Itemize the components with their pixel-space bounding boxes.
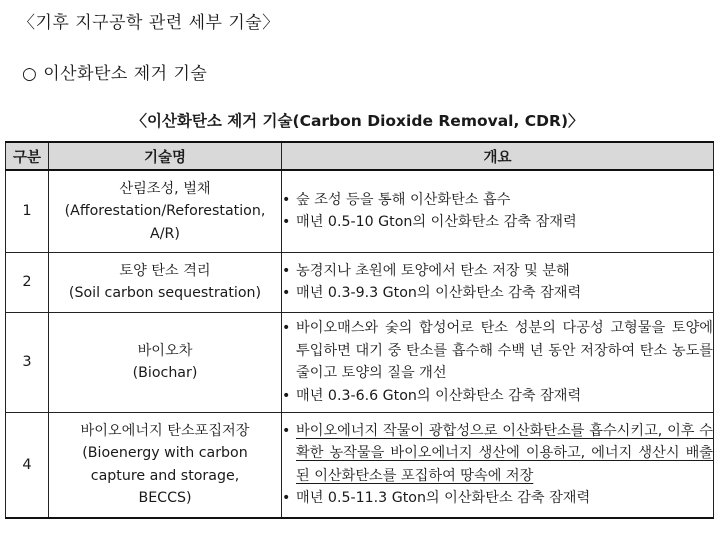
- name-line: capture and storage,: [90, 467, 240, 484]
- name-line: 바이오차: [137, 342, 193, 359]
- overview-bullet: • 바이오에너지 작물이 광합성으로 이산화탄소를 흡수시키고, 이후 수확한 농작물을 바이오에너지 생산에 이용하고, 에너지 생산시 배출된 이산화탄소를 포집하여 땅속에 저장: [282, 420, 713, 488]
- name-line: 토양 탄소 격리: [119, 262, 211, 279]
- overview-bullet: • 바이오매스와 숯의 합성어로 탄소 성분의 다공성 고형물을 토양에 투입하면 대기 중 탄소를 흡수해 수백 년 동안 저장하여 탄소 농도를 줄이고 토양의 질을 개선: [282, 317, 713, 385]
- table-row: [6, 412, 714, 518]
- row-number: 1: [6, 170, 49, 252]
- name-line: (Biochar): [132, 365, 198, 381]
- table-title: 〈이산화탄소 제거 기술(Carbon Dioxide Removal, CDR)〉: [131, 112, 584, 130]
- overview-bullet: • 매년 0.3-6.6 Gton의 이산화탄소 감축 잠재력: [282, 385, 713, 408]
- table-row: [6, 170, 714, 252]
- technology-name: [49, 312, 282, 412]
- technology-name: [49, 170, 282, 252]
- name-line: (Soil carbon sequestration): [68, 285, 262, 301]
- header-technology-name: 기술명: [49, 142, 282, 170]
- header-overview: 개요: [282, 142, 714, 170]
- name-line: 바이오에너지 탄소포집저장: [80, 422, 250, 439]
- subsection-heading: ○ 이산화탄소 제거 기술: [22, 64, 208, 84]
- row-number: 3: [6, 312, 49, 412]
- table-row: [6, 312, 714, 412]
- name-line: A/R): [150, 225, 180, 242]
- overview-bullet: • 매년 0.5-11.3 Gton의 이산화탄소 감축 잠재력: [282, 487, 713, 510]
- table-row: [6, 252, 714, 312]
- section-heading: 〈기후 지구공학 관련 세부 기술〉: [18, 13, 280, 33]
- overview-cell: [282, 312, 714, 412]
- cdr-technology-table: [5, 141, 714, 519]
- header-category: 구분: [6, 142, 49, 170]
- technology-name: [49, 412, 282, 518]
- overview-cell: [282, 252, 714, 312]
- overview-cell: [282, 412, 714, 518]
- overview-bullet: • 농경지나 초원에 토양에서 탄소 저장 및 분해: [282, 260, 713, 283]
- overview-bullet: • 매년 0.5-10 Gton의 이산화탄소 감축 잠재력: [282, 211, 713, 234]
- row-number: 4: [6, 412, 49, 518]
- overview-cell: [282, 170, 714, 252]
- name-line: (Bioenergy with carbon: [82, 445, 248, 462]
- name-line: (Afforestation/Reforestation,: [64, 203, 266, 219]
- technology-name: [49, 252, 282, 312]
- row-number: 2: [6, 252, 49, 312]
- name-line: BECCS): [138, 490, 192, 507]
- overview-bullet: • 매년 0.3-9.3 Gton의 이산화탄소 감축 잠재력: [282, 282, 713, 305]
- table-header-row: [6, 142, 714, 170]
- overview-bullet: • 숲 조성 등을 통해 이산화탄소 흡수: [282, 189, 713, 212]
- name-line: 산림조성, 벌채: [119, 180, 211, 197]
